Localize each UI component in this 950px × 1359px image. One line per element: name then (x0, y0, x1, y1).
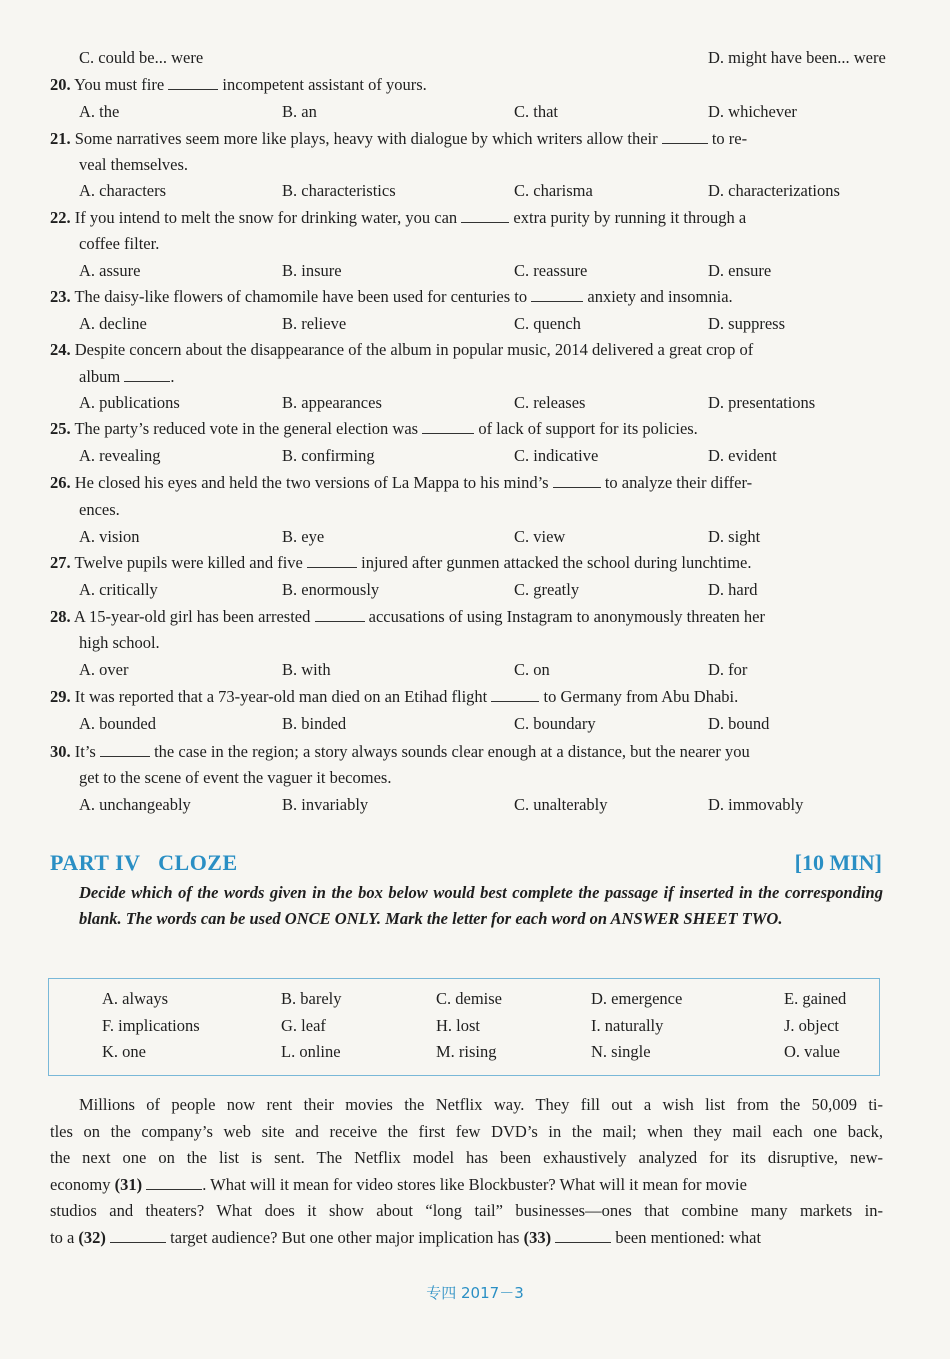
option-a[interactable]: A. characters (79, 181, 167, 200)
passage-line: Millions of people now rent their movies the Netflix way. They fill out a wish list from the 50,009 ti- (79, 1095, 883, 1114)
option-c[interactable]: C. reassure (514, 261, 588, 280)
question-stem: incompetent assistant of yours. (222, 75, 427, 94)
passage-line (50, 1227, 761, 1249)
option-d[interactable]: D. characterizations (708, 181, 840, 200)
question-21 (50, 128, 747, 150)
option-c[interactable]: C. charisma (514, 181, 593, 200)
word-option: K. one (102, 1042, 146, 1061)
question-stem: the case in the region; a story always sounds clear enough at a distance, but the nearer you (154, 742, 750, 761)
question-stem: . (170, 367, 175, 386)
question-stem: anxiety and insomnia. (587, 287, 733, 306)
option-c[interactable]: C. view (514, 527, 566, 546)
option-b[interactable]: B. appearances (282, 393, 382, 412)
question-stem: extra purity by running it through a (513, 208, 747, 227)
answer-blank[interactable] (315, 607, 365, 622)
word-option: O. value (784, 1042, 840, 1061)
question-30 (50, 741, 750, 763)
question-stem: You must fire (74, 75, 165, 94)
question-stem: Twelve pupils were killed and five (74, 553, 303, 572)
option-a[interactable]: A. publications (79, 393, 180, 412)
answer-blank[interactable] (168, 75, 218, 90)
question-stem: to analyze their differ- (604, 473, 753, 492)
passage-text: economy (50, 1175, 111, 1194)
passage-text (50, 1174, 747, 1196)
question-stem: of lack of support for its policies. (478, 419, 698, 438)
option-a[interactable]: A. revealing (79, 446, 161, 465)
question-25 (50, 418, 698, 440)
question-stem: It’s (74, 742, 96, 761)
blank-number: (33) (523, 1228, 552, 1247)
section-instructions: Decide which of the words given in the box below would best complete the passage if inserted in the corresponding blank. The words can be used ONCE ONLY. Mark the letter for each word on ANSWER SHEET TWO. (79, 883, 883, 928)
word-option: G. leaf (281, 1016, 326, 1035)
question-stem: to Germany from Abu Dhabi. (543, 687, 739, 706)
passage-text: . What will it mean for video stores like Blockbuster? What will it mean for movie (202, 1175, 747, 1194)
word-option: A. always (102, 989, 168, 1008)
option-d[interactable]: D. whichever (708, 102, 797, 121)
answer-blank[interactable] (531, 287, 583, 302)
word-option: D. emergence (591, 989, 683, 1008)
question-stem: Despite concern about the disappearance of the album in popular music, 2014 delivered a great crop of (74, 340, 754, 359)
answer-blank[interactable] (124, 367, 170, 382)
word-option: N. single (591, 1042, 651, 1061)
option-b[interactable]: B. an (282, 102, 317, 121)
option-d[interactable]: D. sight (708, 527, 761, 546)
question-stem-cont: high school. (79, 633, 160, 652)
question-number: 28. (50, 607, 71, 626)
option-a[interactable]: A. over (79, 660, 129, 679)
word-option: I. naturally (591, 1016, 664, 1035)
option-b[interactable]: B. invariably (282, 795, 369, 814)
cloze-blank-33[interactable] (555, 1228, 611, 1243)
question-number: 21. (50, 129, 71, 148)
option-c[interactable]: C. indicative (514, 446, 599, 465)
option-a[interactable]: A. decline (79, 314, 147, 333)
question-number: 24. (50, 340, 71, 359)
page-footer: 专四 2017－3 (426, 1284, 524, 1302)
question-stem-cont (79, 366, 175, 388)
answer-blank[interactable] (307, 553, 357, 568)
section-time: [10 MIN] (794, 850, 882, 875)
question-24 (50, 339, 753, 361)
question-stem: The party’s reduced vote in the general election was (74, 419, 419, 438)
question-stem: to re- (711, 129, 748, 148)
word-option: C. demise (436, 989, 502, 1008)
option-c[interactable]: C. on (514, 660, 550, 679)
answer-blank[interactable] (461, 208, 509, 223)
question-27 (50, 552, 752, 574)
option-c[interactable]: C. releases (514, 393, 586, 412)
question-stem: album (79, 367, 121, 386)
answer-blank[interactable] (662, 129, 708, 144)
question-26 (50, 472, 752, 494)
passage-line (50, 1174, 883, 1196)
option-d[interactable]: D. might have been... were (708, 48, 886, 67)
question-stem: injured after gunmen attacked the school during lunchtime. (361, 553, 752, 572)
word-option: H. lost (436, 1016, 481, 1035)
passage-line: studios and theaters? What does it show about “long tail” businesses—ones that combine many markets in- (50, 1201, 883, 1220)
cloze-blank-31[interactable] (146, 1175, 202, 1190)
question-22 (50, 207, 746, 229)
option-c[interactable]: C. unalterably (514, 795, 608, 814)
option-a[interactable]: A. vision (79, 527, 140, 546)
word-option: M. rising (436, 1042, 497, 1061)
question-number: 25. (50, 419, 71, 438)
option-c[interactable]: C. greatly (514, 580, 580, 599)
question-number: 22. (50, 208, 71, 227)
question-stem: The daisy-like flowers of chamomile have been used for centuries to (74, 287, 528, 306)
question-number: 26. (50, 473, 71, 492)
option-a[interactable]: A. the (79, 102, 120, 121)
option-c[interactable]: C. quench (514, 314, 581, 333)
word-bank-box (48, 978, 880, 1076)
passage-text: been mentioned: what (615, 1228, 762, 1247)
passage-text: to a (50, 1228, 75, 1247)
section-title: PART IV CLOZE (50, 850, 238, 875)
cloze-blank-32[interactable] (110, 1228, 166, 1243)
option-d[interactable]: D. immovably (708, 795, 804, 814)
question-number: 27. (50, 553, 71, 572)
question-number: 30. (50, 742, 71, 761)
question-stem-cont: ences. (79, 500, 120, 519)
question-23 (50, 286, 733, 308)
question-stem: A 15-year-old girl has been arrested (73, 607, 311, 626)
word-option: E. gained (784, 989, 847, 1008)
question-stem: If you intend to melt the snow for drinking water, you can (74, 208, 458, 227)
option-a[interactable]: A. bounded (79, 714, 156, 733)
option-b[interactable]: B. binded (282, 714, 347, 733)
option-d[interactable]: D. hard (708, 580, 758, 599)
word-option: L. online (281, 1042, 341, 1061)
option-d[interactable]: D. evident (708, 446, 777, 465)
option-b[interactable]: B. with (282, 660, 331, 679)
passage-line: the next one on the list is sent. The Netflix model has been exhaustively analyzed for its disruptive, new- (50, 1148, 883, 1167)
question-stem: Some narratives seem more like plays, heavy with dialogue by which writers allow their (74, 129, 658, 148)
question-number: 23. (50, 287, 71, 306)
option-c[interactable]: C. that (514, 102, 558, 121)
option-a[interactable]: A. assure (79, 261, 141, 280)
option-b[interactable]: B. enormously (282, 580, 380, 599)
word-option: B. barely (281, 989, 342, 1008)
question-28 (50, 606, 765, 628)
blank-number: (31) (114, 1175, 143, 1194)
answer-blank[interactable] (100, 742, 150, 757)
question-20 (50, 74, 427, 96)
option-d[interactable]: D. presentations (708, 393, 816, 412)
question-stem: He closed his eyes and held the two versions of La Mappa to his mind’s (74, 473, 549, 492)
option-b[interactable]: B. relieve (282, 314, 347, 333)
question-number: 20. (50, 75, 71, 94)
question-stem-cont: coffee filter. (79, 234, 160, 253)
question-number: 29. (50, 687, 71, 706)
word-option: F. implications (102, 1016, 200, 1035)
option-a[interactable]: A. critically (79, 580, 158, 599)
option-b[interactable]: B. characteristics (282, 181, 396, 200)
word-option: J. object (784, 1016, 839, 1035)
option-d[interactable]: D. ensure (708, 261, 772, 280)
passage-line: tles on the company’s web site and receive the first few DVD’s in the mail; when they mail each one back, (50, 1122, 883, 1141)
blank-number: (32) (78, 1228, 106, 1247)
answer-blank[interactable] (422, 419, 474, 434)
question-stem: It was reported that a 73-year-old man died on an Etihad flight (74, 687, 488, 706)
option-d[interactable]: D. for (708, 660, 748, 679)
question-stem-cont: get to the scene of event the vaguer it becomes. (79, 768, 392, 787)
option-b[interactable]: B. eye (282, 527, 325, 546)
question-stem: accusations of using Instagram to anonymously threaten her (368, 607, 765, 626)
question-29 (50, 686, 738, 708)
option-b[interactable]: B. insure (282, 261, 342, 280)
option-c[interactable]: C. boundary (514, 714, 596, 733)
passage-text: target audience? But one other major implication has (170, 1228, 520, 1247)
option-c[interactable]: C. could be... were (79, 48, 204, 67)
option-a[interactable]: A. unchangeably (79, 795, 191, 814)
option-d[interactable]: D. bound (708, 714, 770, 733)
option-d[interactable]: D. suppress (708, 314, 785, 333)
question-stem-cont: veal themselves. (79, 155, 189, 174)
option-b[interactable]: B. confirming (282, 446, 375, 465)
answer-blank[interactable] (553, 473, 601, 488)
answer-blank[interactable] (491, 687, 539, 702)
